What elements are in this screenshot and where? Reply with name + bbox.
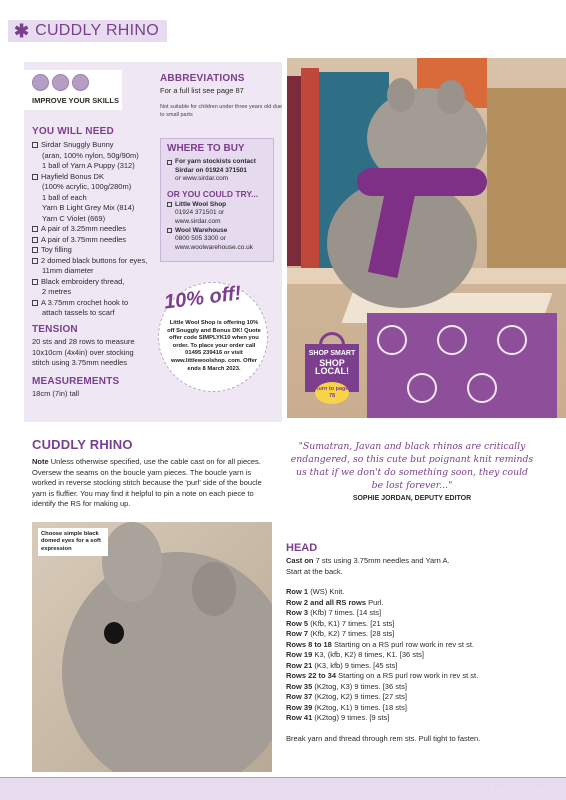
try-title: OR YOU COULD TRY... (167, 188, 259, 199)
checkbox-icon (167, 202, 172, 207)
buy-line: Sirdar on 01924 371501 (175, 166, 247, 174)
where-to-buy-title: WHERE TO BUY (167, 143, 245, 154)
row-text: K3, (kfb, K2) 8 times, K1. [36 sts] (314, 650, 424, 659)
pattern-row (286, 692, 536, 703)
row-text: (Kfb, K2) 7 times. [28 sts] (310, 629, 395, 638)
need-item-text: Sirdar Snuggly Bunny (41, 140, 114, 149)
measurements-text: 18cm (7in) tall (32, 389, 80, 398)
row-label: Row 35 (286, 681, 313, 691)
row-label: Row 3 (286, 608, 309, 617)
row-text: (K3, kfb) 9 times. [45 sts] (314, 660, 398, 670)
row-text: (Kfb, K1) 7 times. [21 sts] (310, 618, 395, 628)
book-shape (487, 88, 566, 268)
buy-item (167, 201, 267, 227)
row-text: (K2tog, K2) 9 times. [27 sts] (314, 692, 407, 701)
abbreviations-title: ABBREVIATIONS (160, 73, 245, 84)
shop-local-text (305, 350, 359, 376)
shop-name: Little Wool Shop (175, 200, 227, 208)
need-item-detail: Yarn B Light Grey Mix (814) (42, 203, 135, 212)
swirl-pattern (377, 325, 407, 355)
need-item-detail: 2 metres (42, 287, 72, 296)
cast-on-line (286, 556, 536, 567)
page-header (0, 0, 566, 62)
tension-title: TENSION (32, 324, 78, 335)
buy-line: 01924 371501 or (175, 209, 225, 217)
need-item-detail: 11mm diameter (42, 266, 94, 275)
row-label: Row 2 and all RS rows (286, 597, 367, 607)
row-label: Row 39 (286, 702, 313, 712)
cast-on-text: 7 sts using 3.75mm needles and Yarn A. (315, 556, 450, 565)
row-label: Row 37 (286, 692, 313, 701)
need-item (32, 256, 164, 267)
cast-on-label: Cast on (286, 556, 314, 565)
need-item (32, 172, 164, 183)
row-label: Rows 8 to 18 (286, 639, 332, 649)
abbreviations-text: For a full list see page 87 (160, 86, 244, 95)
tension-text: 20 sts and 28 rows to measure 10x10cm (4x4in) over stocking stitch using 3.75mm needles (32, 337, 135, 367)
checkbox-icon (32, 279, 38, 285)
shop-line: SHOP (319, 357, 345, 368)
need-item (32, 277, 164, 288)
pattern-row (286, 629, 536, 640)
quote-text: "Sumatran, Javan and black rhinos are critically endangered, so this cute but poignant knit reminds us that if we don't do something soon, they could be lost forever..." (290, 441, 534, 491)
row-text: (K2tog, K1) 9 times. [18 sts] (314, 702, 407, 712)
asterisk-icon: ✱ (14, 21, 30, 41)
intro-text (32, 457, 272, 510)
swirl-pattern (467, 373, 497, 403)
row-text: (Kfb) 7 times. [14 sts] (310, 608, 382, 617)
book-shape (301, 68, 319, 268)
swirl-pattern (497, 325, 527, 355)
yarn-ball-icon (32, 74, 49, 91)
rhino-ear (437, 80, 465, 114)
shop-line: LOCAL! (315, 366, 349, 376)
checkbox-icon (32, 237, 38, 243)
checkbox-icon (167, 160, 172, 165)
need-item-text: Hayfield Bonus DK (41, 171, 104, 181)
checkbox-icon (32, 174, 38, 180)
abbreviations (160, 73, 282, 119)
shop-name: Wool Warehouse (175, 226, 228, 234)
need-item-text: A pair of 3.25mm needles (41, 224, 127, 233)
rhino-ear (192, 562, 236, 616)
checkbox-icon (167, 228, 172, 233)
watermark-url: PassionForum.ru (489, 784, 558, 794)
row-label: Row 19 (286, 650, 313, 659)
spacer (286, 577, 536, 587)
need-item-detail: Yarn C Violet (669) (42, 213, 106, 223)
intro-section (32, 437, 272, 510)
pattern-row (286, 713, 536, 724)
offer-text: Little Wool Shop is offering 10% off Snuggly and Bonus DK! Quote offer code SIMPLYK10 when you order. To place your order call 01495 239416 or visit www.littlewoolshop. com. Offer ends 8 March 2023. (167, 320, 261, 372)
yarn-ball-icon (52, 74, 69, 91)
row-label: Row 21 (286, 660, 313, 670)
row-text: Starting on a RS purl row work in rev st st. (333, 639, 475, 649)
rhino-ear (387, 78, 415, 112)
note-label: Note (32, 457, 49, 466)
photo-caption: Choose simple black domed eyes for a soft expression (38, 528, 108, 556)
pattern-row (286, 619, 536, 630)
need-item-text: A 3.75mm crochet hook to (41, 297, 129, 307)
buy-item (167, 227, 267, 253)
pattern-rows (286, 587, 536, 724)
row-label: Row 7 (286, 629, 309, 638)
row-label: Row 41 (286, 713, 313, 722)
measurements (32, 376, 152, 400)
pattern-row (286, 661, 536, 672)
need-item (32, 298, 164, 309)
pattern-row (286, 587, 536, 598)
rhino-horn (102, 522, 162, 602)
row-label: Row 5 (286, 618, 309, 628)
book-shape (287, 76, 301, 266)
head-pattern (286, 542, 536, 744)
need-item-detail: attach tassels to scarf (42, 308, 115, 317)
start-line: Start at the back. (286, 566, 343, 576)
checkbox-icon (32, 247, 38, 253)
need-item-text: 2 domed black buttons for eyes, (41, 255, 148, 265)
offer-title: 10% off! (162, 282, 243, 314)
buy-item (167, 158, 267, 184)
pattern-row (286, 703, 536, 714)
rhino-eye (104, 622, 124, 644)
rhino-closeup-photo (32, 522, 272, 772)
need-item-text: Black embroidery thread, (41, 276, 125, 286)
pattern-row (286, 650, 536, 661)
shop-local-badge (305, 332, 359, 404)
head-title: HEAD (286, 542, 318, 554)
turn-to-page: Turn to page 78 (315, 382, 349, 404)
need-item-detail: 1 ball of each (42, 192, 87, 202)
pattern-row (286, 640, 536, 651)
row-text: (WS) Knit. (310, 587, 345, 596)
row-text: (K2tog, K3) 9 times. [36 sts] (314, 681, 407, 691)
section-tab (8, 20, 167, 42)
row-label: Rows 22 to 34 (286, 671, 337, 680)
need-item-text: A pair of 3.75mm needles (41, 234, 127, 244)
measurements-title: MEASUREMENTS (32, 376, 120, 387)
finish-line: Break yarn and thread through rem sts. Pull tight to fasten. (286, 733, 481, 743)
you-will-need (32, 126, 164, 319)
pattern-row (286, 608, 536, 619)
pattern-title: CUDDLY RHINO (32, 437, 133, 452)
need-item-text: Toy filling (41, 245, 72, 254)
pattern-row (286, 598, 536, 609)
footer-bar (0, 778, 566, 800)
swirl-pattern (407, 373, 437, 403)
row-text: Purl. (368, 597, 384, 607)
need-item (32, 224, 164, 235)
row-label: Row 1 (286, 587, 309, 596)
need-item-detail: 1 ball of Yarn A Puppy (312) (42, 161, 135, 170)
checkbox-icon (32, 142, 38, 148)
row-text: (K2tog) 9 times. [9 sts] (314, 713, 390, 722)
intro-body: Unless otherwise specified, use the cable cast on for all pieces. Oversew the seams on the boucle yarn pieces. The boucle yarn is worked in reverse stocking stitch because the 'purl' side of the boucle yarn is fluffier. You may find it helpful to pin a note on each piece to identify the RS for making up. (32, 457, 262, 508)
need-item (32, 140, 164, 151)
swirl-pattern (437, 325, 467, 355)
pattern-row (286, 671, 536, 682)
buy-line: For yarn stockists contact (175, 158, 256, 165)
need-item (32, 235, 164, 246)
scarf (357, 168, 487, 196)
need-item (32, 245, 164, 256)
skill-level-dots (32, 74, 89, 91)
gift-box (367, 313, 557, 418)
you-will-need-items (32, 140, 164, 319)
checkbox-icon (32, 226, 38, 232)
where-to-buy-box (160, 138, 274, 262)
row-text: Starting on a RS purl row work in rev st st. (338, 671, 479, 680)
skills-box (24, 70, 122, 110)
buy-line: or www.sirdar.com (175, 175, 229, 183)
buy-line: www.woolwarehouse.co.uk (175, 243, 254, 251)
yarn-ball-icon (72, 74, 89, 91)
need-item-detail: (aran, 100% nylon, 50g/90m) (42, 150, 139, 160)
safety-note: Not suitable for children under three years old due to small parts (160, 103, 282, 118)
buy-line: www.sirdar.com (175, 217, 221, 225)
shop-line: SHOP SMART (308, 350, 356, 357)
quote-author: SOPHIE JORDAN, DEPUTY EDITOR (352, 495, 472, 502)
checkbox-icon (32, 258, 38, 264)
you-will-need-title: YOU WILL NEED (32, 126, 114, 137)
section-title: CUDDLY RHINO (35, 22, 160, 39)
need-item-detail: (100% acrylic, 100g/280m) (42, 182, 132, 191)
editor-quote (290, 440, 534, 502)
checkbox-icon (32, 300, 38, 306)
tension (32, 324, 152, 369)
spacer (286, 724, 536, 734)
buy-line: 0800 505 3300 or (175, 235, 226, 243)
pattern-row (286, 682, 536, 693)
skills-label: IMPROVE YOUR SKILLS (32, 96, 119, 105)
